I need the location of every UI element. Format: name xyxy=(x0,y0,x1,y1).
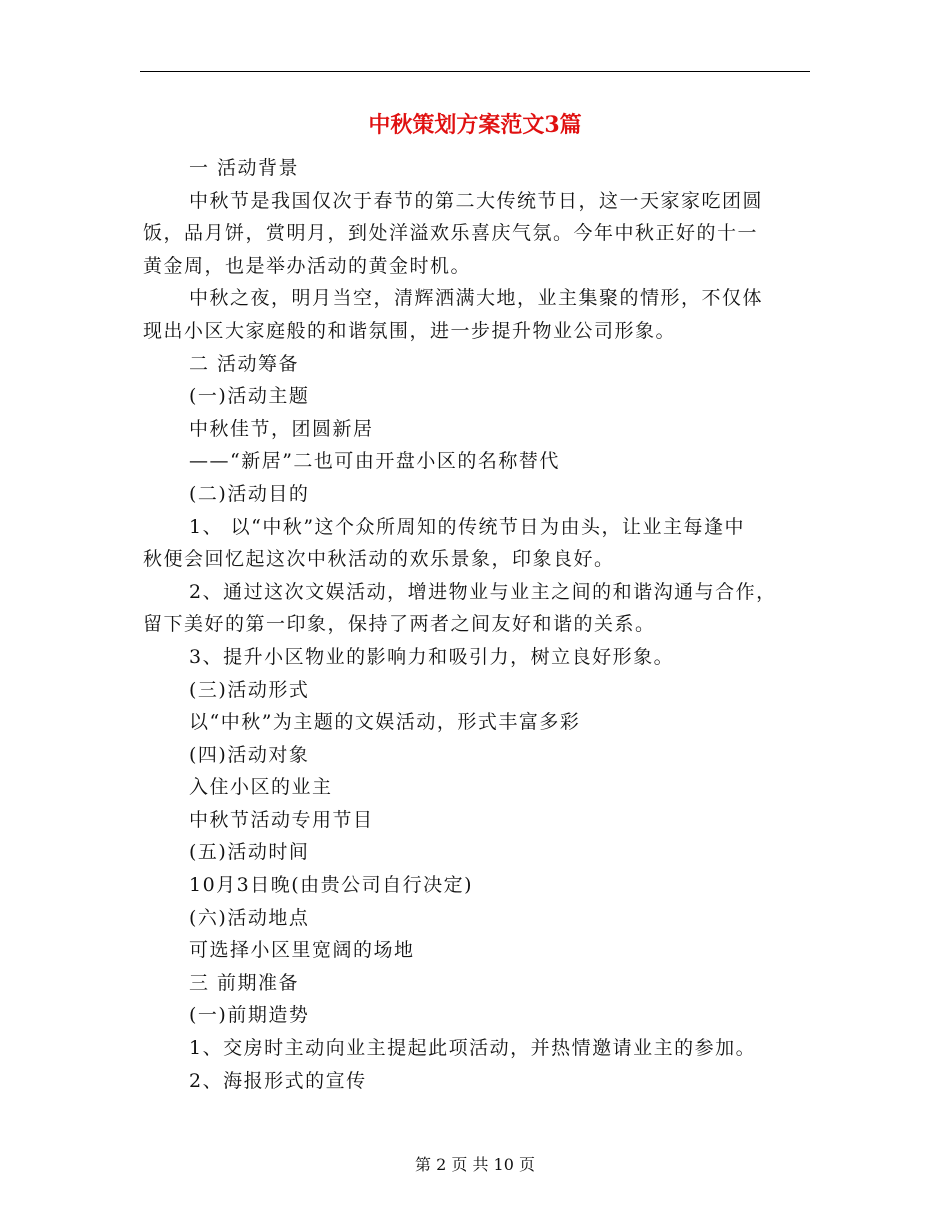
text-line: ——“新居”二也可由开盘小区的名称替代 xyxy=(189,450,560,473)
text-line: 10月3日晚(由贵公司自行决定) xyxy=(189,874,474,897)
text-line: 饭，品月饼，赏明月，到处洋溢欢乐喜庆气氛。今年中秋正好的十一 xyxy=(143,222,759,245)
text-line: 留下美好的第一印象，保持了两者之间友好和谐的关系。 xyxy=(143,613,656,636)
text-line: (六)活动地点 xyxy=(189,906,310,929)
text-line: 1、 以“中秋”这个众所周知的传统节日为由头，让业主每逢中 xyxy=(189,515,746,538)
text-line: 以“中秋”为主题的文娱活动，形式丰富多彩 xyxy=(189,711,581,734)
text-line: 2、通过这次文娱活动，增进物业与业主之间的和谐沟通与合作， xyxy=(189,580,777,603)
text-line: 现出小区大家庭般的和谐氛围，进一步提升物业公司形象。 xyxy=(143,319,677,342)
text-line: 一 活动背景 xyxy=(189,157,300,179)
text-line: 中秋之夜，明月当空，清辉洒满大地，业主集聚的情形，不仅体 xyxy=(189,287,764,310)
page-footer: 第 2 页 共 10 页 xyxy=(415,1155,535,1174)
text-line: (一)活动主题 xyxy=(189,385,310,408)
text-line: (三)活动形式 xyxy=(189,678,310,701)
text-line: 中秋节是我国仅次于春节的第二大传统节日，这一天家家吃团圆 xyxy=(189,189,764,212)
text-line: (一)前期造势 xyxy=(189,1004,310,1027)
text-line: (四)活动对象 xyxy=(189,743,310,766)
text-line: 秋便会回忆起这次中秋活动的欢乐景象，印象良好。 xyxy=(143,548,615,571)
text-line: (五)活动时间 xyxy=(189,841,310,864)
header-rule xyxy=(140,71,810,72)
text-line: 入住小区的业主 xyxy=(189,776,333,799)
text-line: (二)活动目的 xyxy=(189,482,310,505)
text-line: 中秋节活动专用节目 xyxy=(189,808,374,831)
document-title: 中秋策划方案范文3篇 xyxy=(368,112,582,138)
text-line: 2、海报形式的宣传 xyxy=(189,1069,367,1092)
document-body xyxy=(143,152,808,1097)
text-line: 三 前期准备 xyxy=(189,971,300,994)
text-line: 黄金周，也是举办活动的黄金时机。 xyxy=(143,254,472,277)
text-line: 二 活动筹备 xyxy=(189,352,300,375)
text-line: 3、提升小区物业的影响力和吸引力，树立良好形象。 xyxy=(189,645,675,668)
text-line: 1、交房时主动向业主提起此项活动，并热情邀请业主的参加。 xyxy=(189,1037,757,1060)
text-line: 可选择小区里宽阔的场地 xyxy=(189,939,415,962)
text-line: 中秋佳节，团圆新居 xyxy=(189,417,374,440)
